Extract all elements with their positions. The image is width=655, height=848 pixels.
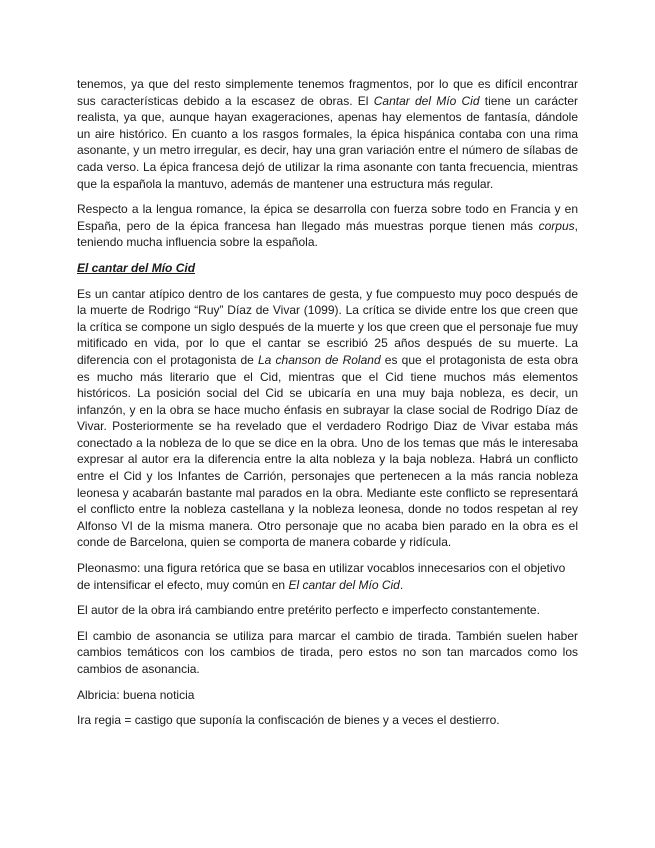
section-heading: El cantar del Mío Cid <box>77 260 196 275</box>
paragraph-asonancia: El cambio de asonancia se utiliza para marcar el cambio de tirada. También suelen haber cambios temáticos con los cambios de tirada, pero estos no son tan marcados como los cambios de asonancia. <box>77 628 578 676</box>
term-corpus: corpus <box>538 218 575 233</box>
paragraph-cantar-atipico: Es un cantar atípico dentro de los cantares de gesta, y fue compuesto muy poco después de la muerte de Rodrigo “Ruy” Díaz de Vivar (1099). La crítica se divide entre los que creen que la crítica se compone un siglo después de la muerte y los que creen que el personaje fue muy mitificado en vida, por lo que el cantar se escribió 25 años después de su muerte. La diferencia con el protagonista de La chanson de Roland es que el protagonista de esta obra es mucho más literario que el Cid, mientras que el Cid tiene muchos más elementos históricos. La posición social del Cid se ubicaría en una muy baja nobleza, es decir, un infanzón, y en la obra se hace mucho énfasis en subrayar la clase social de Rodrigo Díaz de Vivar. Posteriormente se ha revelado que el verdadero Rodrigo Diaz de Vivar estaba más conectado a la nobleza de lo que se dice en la obra. Uno de los temas que más le interesaba expresar al autor era la diferencia entre la alta nobleza y la baja nobleza. Habrá un conflicto entre el Cid y los Infantes de Carrión, personajes que pertenecen a la más rancia nobleza leonesa y acabarán bastante mal parados en la obra. Mediante este conflicto se representará el conflicto entre la nobleza castellana y la nobleza leonesa, donde no todos respetan al rey Alfonso VI de la misma manera. Otro personaje que no acaba bien parado en la obra es el conde de Barcelona, quien se comporta de manera cobarde y ridícula. <box>77 286 578 550</box>
document-page <box>77 76 578 738</box>
paragraph-pleonasmo: Pleonasmo: una figura retórica que se basa en utilizar vocablos innecesarios con el objetivo de intensificar el efecto, muy común en El cantar del Mío Cid. <box>77 561 566 592</box>
work-title-cantar-mio-cid-2: El cantar del Mío Cid <box>288 577 400 592</box>
paragraph-epica-caracteristicas: tenemos, ya que del resto simplemente tenemos fragmentos, por lo que es difícil encontrar sus características debido a la escasez de obras. El Cantar del Mío Cid tiene un carácter realista, ya que, aunque hayan exageraciones, apenas hay elementos de fantasía, dándole un aire histórico. En cuanto a los rasgos formales, la épica hispánica contaba con una rima asonante, y un metro irregular, es decir, hay una gran variación entre el número de sílabas de cada verso. La épica francesa dejó de utilizar la rima asonante con tanta frecuencia, mientras que la española la mantuvo, además de mantener una estructura más regular. <box>77 77 579 191</box>
work-title-chanson-roland: La chanson de Roland <box>258 352 381 367</box>
work-title-cantar-mio-cid: Cantar del Mío Cid <box>373 93 480 108</box>
paragraph-lengua-romance: Respecto a la lengua romance, la épica se desarrolla con fuerza sobre todo en Francia y en España, pero de la épica francesa han llegado más muestras porque tienen más corpus, teniendo mucha influencia sobre la española. <box>77 202 578 250</box>
paragraph-ira-regia: Ira regia = castigo que suponía la confiscación de bienes y a veces el destierro. <box>77 713 500 728</box>
paragraph-albricia: Albricia: buena noticia <box>77 687 195 702</box>
paragraph-preterito: El autor de la obra irá cambiando entre pretérito perfecto e imperfecto constantemente. <box>77 603 540 618</box>
